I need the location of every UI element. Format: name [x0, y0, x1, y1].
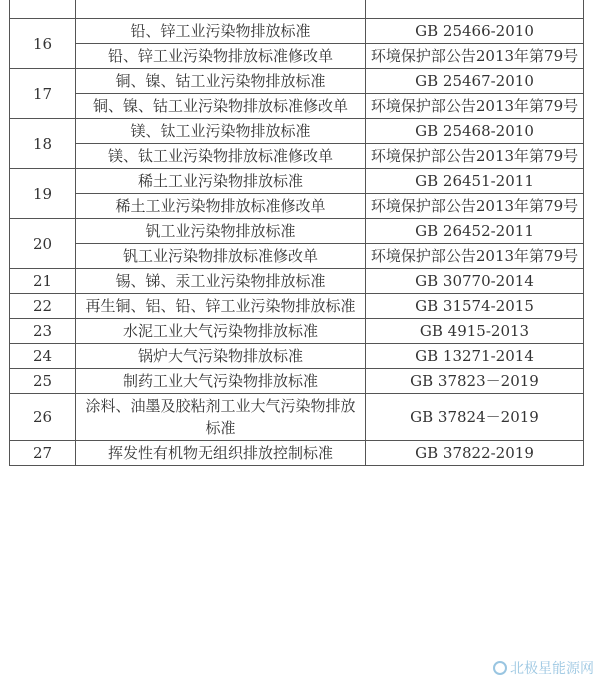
table-row — [10, 169, 584, 194]
table-row — [10, 441, 584, 466]
table-row — [10, 294, 584, 319]
standard-code: GB 26452-2011 — [366, 219, 584, 244]
standard-code: GB 30770-2014 — [366, 269, 584, 294]
standard-name: 镁、钛工业污染物排放标准 — [76, 119, 366, 144]
table-row — [10, 69, 584, 94]
standard-code: GB 4915-2013 — [366, 319, 584, 344]
table-row — [10, 319, 584, 344]
row-number: 17 — [10, 69, 76, 119]
row-number: 23 — [10, 319, 76, 344]
row-number: 18 — [10, 119, 76, 169]
table-row — [10, 0, 584, 19]
standard-code: 环境保护部公告2013年第79号 — [366, 144, 584, 169]
standard-code: GB 25466-2010 — [366, 19, 584, 44]
table-row — [10, 144, 584, 169]
standard-name: 挥发性有机物无组织排放控制标准 — [76, 441, 366, 466]
standard-name: 锡、锑、汞工业污染物排放标准 — [76, 269, 366, 294]
table-row — [10, 44, 584, 69]
row-number: 19 — [10, 169, 76, 219]
standard-code: 环境保护部公告2013年第79号 — [366, 244, 584, 269]
standard-code: 环境保护部公告2013年第79号 — [366, 94, 584, 119]
standard-name: 钒工业污染物排放标准修改单 — [76, 244, 366, 269]
row-number: 22 — [10, 294, 76, 319]
site-watermark — [493, 658, 594, 678]
row-number — [10, 0, 76, 19]
standard-code: GB 31574-2015 — [366, 294, 584, 319]
standard-name — [76, 0, 366, 19]
standard-code: GB 26451-2011 — [366, 169, 584, 194]
table-row — [10, 19, 584, 44]
standard-code: 环境保护部公告2013年第79号 — [366, 194, 584, 219]
row-number: 27 — [10, 441, 76, 466]
standard-name: 水泥工业大气污染物排放标准 — [76, 319, 366, 344]
table-row — [10, 94, 584, 119]
table-row — [10, 119, 584, 144]
standard-code: GB 25468-2010 — [366, 119, 584, 144]
standard-name: 钒工业污染物排放标准 — [76, 219, 366, 244]
table-row — [10, 269, 584, 294]
standard-code: GB 37824－2019 — [366, 394, 584, 441]
standard-code: 环境保护部公告2013年第79号 — [366, 44, 584, 69]
standard-code: GB 37823－2019 — [366, 369, 584, 394]
row-number: 24 — [10, 344, 76, 369]
row-number: 20 — [10, 219, 76, 269]
standards-table — [9, 0, 584, 466]
standard-name: 涂料、油墨及胶粘剂工业大气污染物排放标准 — [76, 394, 366, 441]
standard-name: 锅炉大气污染物排放标准 — [76, 344, 366, 369]
row-number: 21 — [10, 269, 76, 294]
standard-name: 制药工业大气污染物排放标准 — [76, 369, 366, 394]
standard-name: 铜、镍、钴工业污染物排放标准修改单 — [76, 94, 366, 119]
standard-code: GB 13271-2014 — [366, 344, 584, 369]
row-number: 16 — [10, 19, 76, 69]
standard-code: GB 37822-2019 — [366, 441, 584, 466]
table-row — [10, 344, 584, 369]
standard-code — [366, 0, 584, 19]
standard-code: GB 25467-2010 — [366, 69, 584, 94]
table-row — [10, 369, 584, 394]
standard-name: 铜、镍、钴工业污染物排放标准 — [76, 69, 366, 94]
watermark-text: 北极星能源网 — [510, 661, 594, 677]
standard-name: 稀土工业污染物排放标准修改单 — [76, 194, 366, 219]
standard-name: 再生铜、铝、铅、锌工业污染物排放标准 — [76, 294, 366, 319]
table-row — [10, 244, 584, 269]
standard-name: 铅、锌工业污染物排放标准 — [76, 19, 366, 44]
table-row — [10, 394, 584, 441]
standard-name: 稀土工业污染物排放标准 — [76, 169, 366, 194]
row-number: 26 — [10, 394, 76, 441]
standard-name: 镁、钛工业污染物排放标准修改单 — [76, 144, 366, 169]
table-row — [10, 219, 584, 244]
standard-name: 铅、锌工业污染物排放标准修改单 — [76, 44, 366, 69]
table-row — [10, 194, 584, 219]
row-number: 25 — [10, 369, 76, 394]
site-logo-icon — [493, 661, 507, 675]
